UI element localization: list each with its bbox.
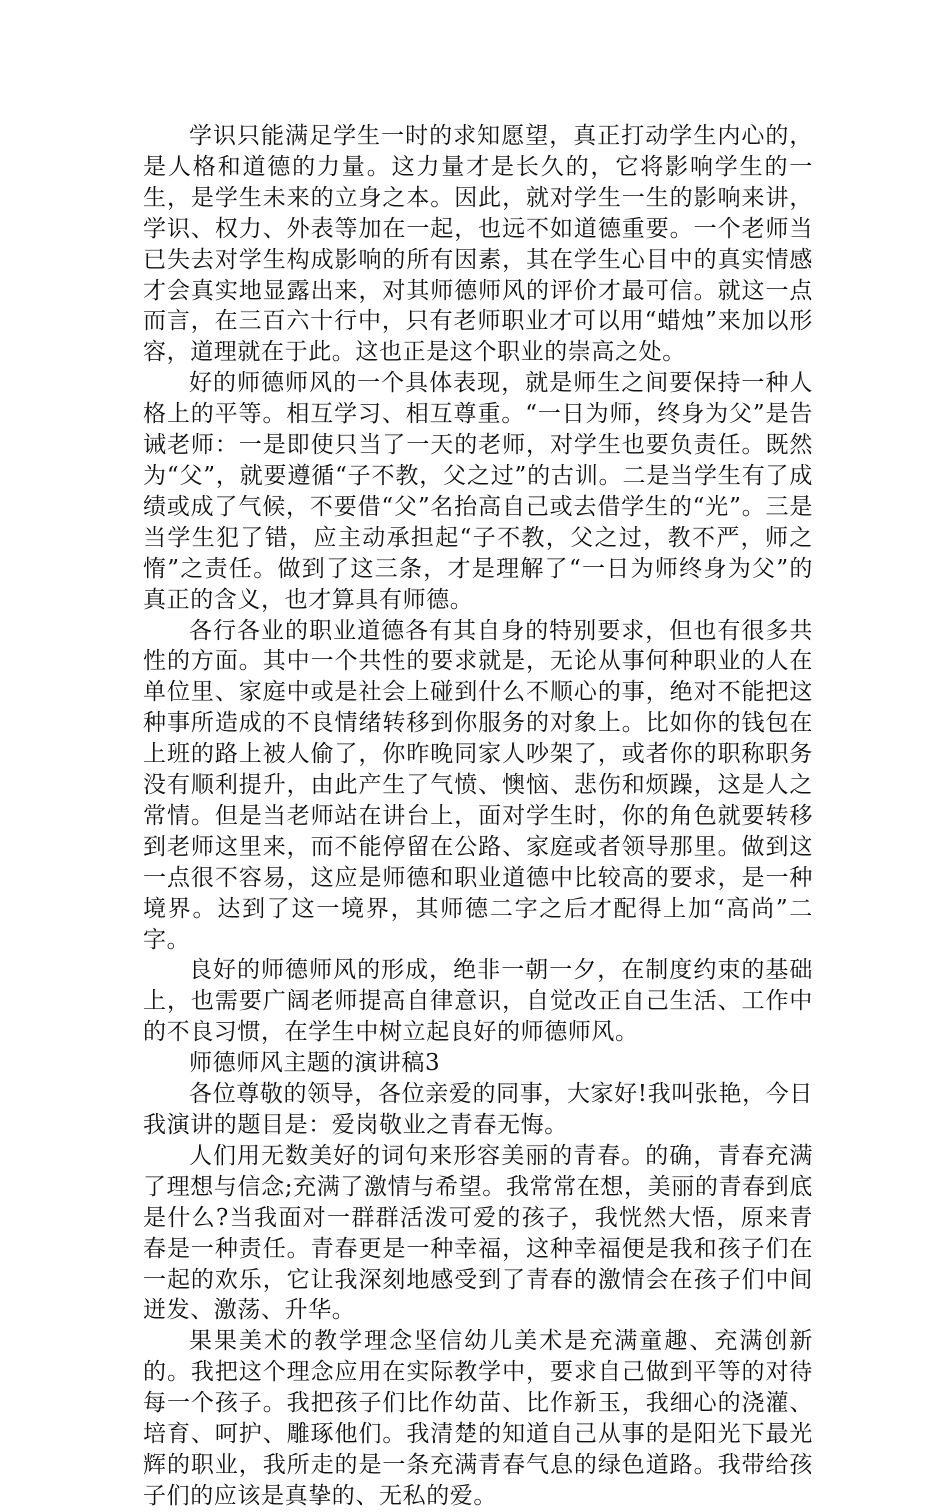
document-body xyxy=(143,121,813,1512)
paragraph-2: 好的师德师风的一个具体表现，就是师生之间要保持一种人格上的平等。相互学习、相互尊重。“一日为师，终身为父”是告诫老师：一是即使只当了一天的老师，对学生也要负责任。既然为“父”，就要遵循“子不教，父之过”的古训。二是当学生有了成绩或成了气候，不要借“父”名抬高自己或去借学生的“光”。三是当学生犯了错，应主动承担起“子不教，父之过，教不严，师之惰”之责任。做到了这三条，才是理解了“一日为师终身为父”的真正的含义，也才算具有师德。 xyxy=(143,370,813,613)
section-heading: 师德师风主题的演讲稿3 xyxy=(189,1050,441,1077)
paragraph-1: 学识只能满足学生一时的求知愿望，真正打动学生内心的，是人格和道德的力量。这力量才是长久的，它将影响学生的一生，是学生未来的立身之本。因此，就对学生一生的影响来讲，学识、权力、外表等加在一起，也远不如道德重要。一个老师当已失去对学生构成影响的所有因素，其在学生心目中的真实情感才会真实地显露出来，对其师德师风的评价才最可信。就这一点而言，在三百六十行中，只有老师职业才可以用“蜡烛”来加以形容，道理就在于此。这也正是这个职业的崇高之处。 xyxy=(143,123,813,366)
paragraph-3: 各行各业的职业道德各有其自身的特别要求，但也有很多共性的方面。其中一个共性的要求就是，无论从事何种职业的人在单位里、家庭中或是社会上碰到什么不顺心的事，绝对不能把这种事所造成的不良情绪转移到你服务的对象上。比如你的钱包在上班的路上被人偷了，你昨晚同家人吵架了，或者你的职称职务没有顺利提升，由此产生了气愤、懊恼、悲伤和烦躁，这是人之常情。但是当老师站在讲台上，面对学生时，你的角色就要转移到老师这里来，而不能停留在公路、家庭或者领导那里。做到这一点很不容易，这应是师德和职业道德中比较高的要求，是一种境界。达到了这一境界，其师德二字之后才配得上加“高尚”二字。 xyxy=(143,617,813,953)
paragraph-5: 各位尊敬的领导，各位亲爱的同事，大家好!我叫张艳，今日我演讲的题目是：爱岗敬业之青春无悔。 xyxy=(143,1081,813,1138)
paragraph-4: 良好的师德师风的形成，绝非一朝一夕，在制度约束的基础上，也需要广阔老师提高自律意识，自觉改正自己生活、工作中的不良习惯，在学生中树立起良好的师德师风。 xyxy=(143,957,813,1046)
paragraph-6: 人们用无数美好的词句来形容美丽的青春。的确，青春充满了理想与信念;充满了激情与希望。我常常在想，美丽的青春到底是什么?当我面对一群群活泼可爱的孩子，我恍然大悟，原来青春是一种责任。青春更是一种幸福，这种幸福便是我和孩子们在一起的欢乐，它让我深刻地感受到了青春的激情会在孩子们中间迸发、激荡、升华。 xyxy=(143,1142,813,1324)
paragraph-7: 果果美术的教学理念坚信幼儿美术是充满童趣、充满创新的。我把这个理念应用在实际教学中，要求自己做到平等的对待每一个孩子。我把孩子们比作幼苗、比作新玉，我细心的浇灌、培育、呵护、雕琢他们。我清楚的知道自己从事的是阳光下最光辉的职业，我所走的是一条充满青春气息的绿色道路。我带给孩子们的应该是真挚的、无私的爱。 xyxy=(143,1328,813,1509)
